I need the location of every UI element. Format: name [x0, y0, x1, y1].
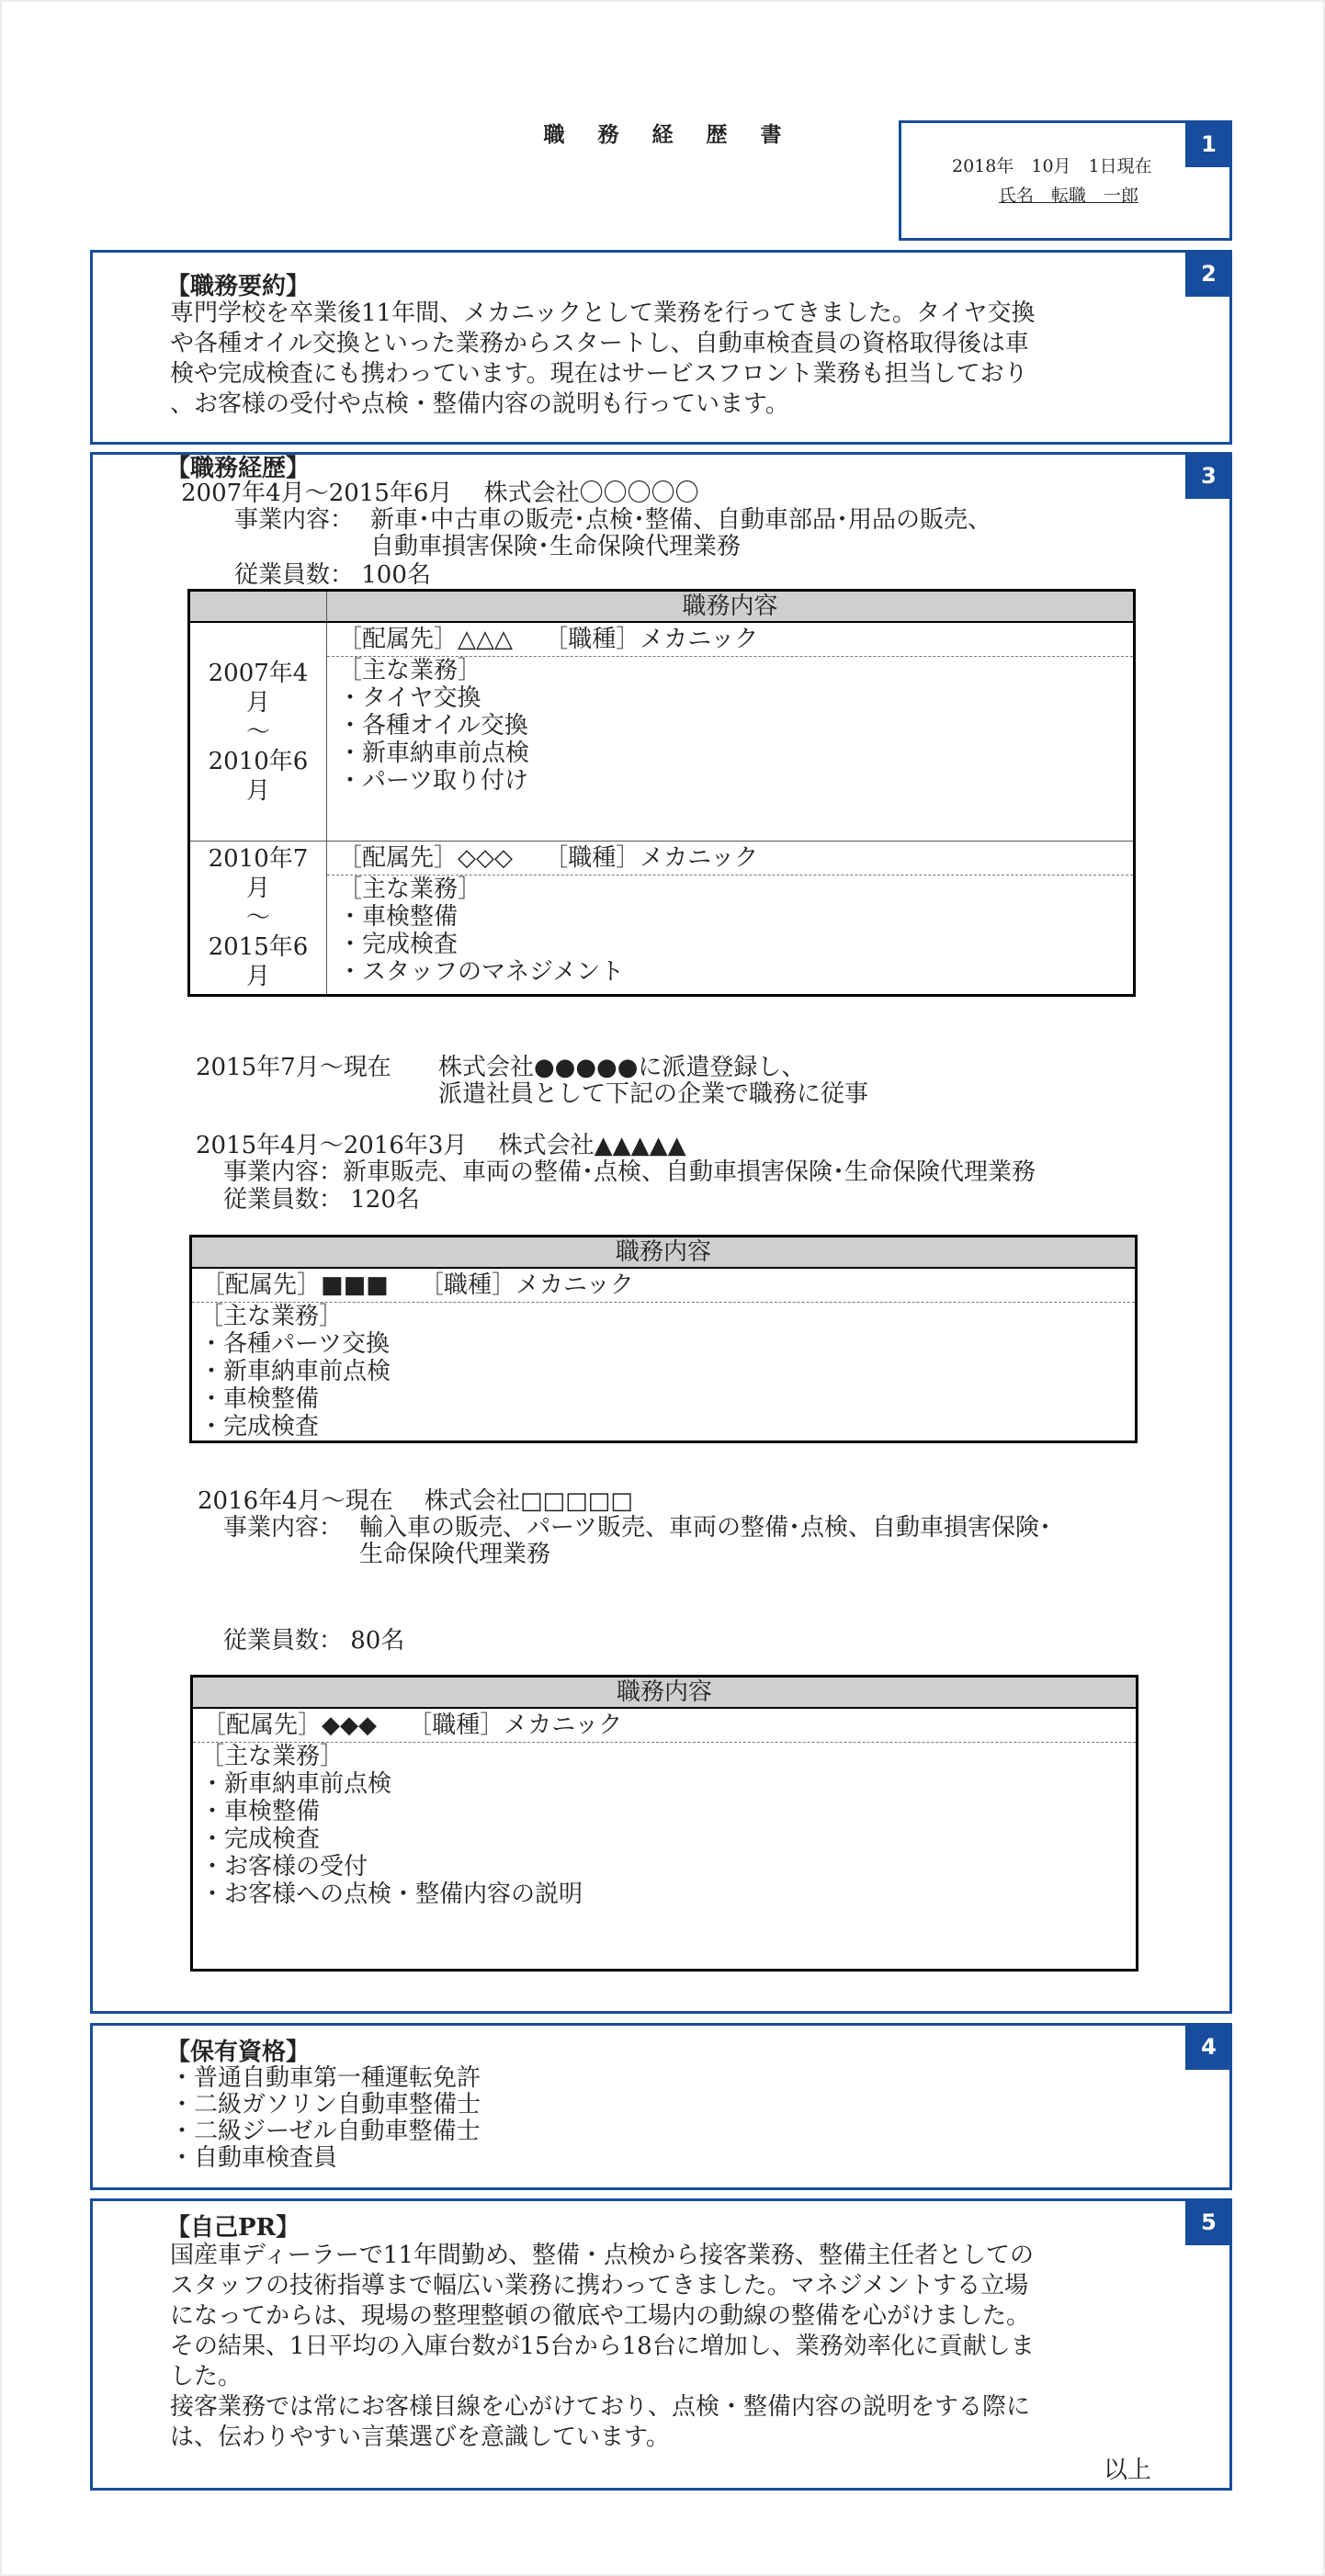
dept-line: ［配属先］◇◇◇ ［職種］メカニック — [327, 842, 1133, 876]
company3-business: 生命保険代理業務 — [359, 1541, 551, 1568]
company3-period: 2016年4月～現在 株式会社□□□□□ — [198, 1487, 633, 1515]
resume-page — [2, 2, 1323, 2574]
pr-line: 接客業務では常にお客様目線を心がけており、点検・整備内容の説明をする際に — [170, 2393, 1031, 2421]
section-badge-1: 1 — [1185, 120, 1232, 167]
duty-item: ・車検整備 — [200, 1798, 321, 1825]
duty-item: ・新車納車前点検 — [200, 1770, 392, 1798]
pr-line: は、伝わりやすい言葉選びを意識しています。 — [170, 2423, 670, 2451]
pr-line: 国産車ディーラーで11年間勤め、整備・点検から接客業務、整備主任者としての — [170, 2242, 1034, 2269]
date-cell — [189, 842, 327, 996]
summary-line: 、お客様の受付や点検・整備内容の説明も行っています。 — [170, 390, 789, 418]
date-from: 2010年7月 — [208, 845, 309, 902]
duties-cell — [192, 1708, 1138, 1971]
dispatch-period: 2015年7月～現在 — [196, 1054, 391, 1081]
date-cell — [189, 622, 327, 842]
duty-item: ・タイヤ交換 — [338, 684, 481, 712]
date-to: 2015年6月 — [208, 933, 309, 990]
table-header: 職務内容 — [327, 591, 1135, 623]
company2-table — [189, 1235, 1138, 1443]
duties-cell — [327, 842, 1135, 996]
dept-line: ［配属先］■■■ ［職種］メカニック — [192, 1269, 1135, 1303]
company1-business: 新車･中古車の販売･点検･整備、自動車部品･用品の販売、 — [370, 506, 992, 534]
duties-title: ［主な業務］ — [200, 1743, 345, 1770]
duty-item: ・完成検査 — [199, 1413, 320, 1441]
pr-line: その結果、1日平均の入庫台数が15台から18台に増加し、業務効率化に貢献しま — [170, 2333, 1035, 2360]
duties-title: ［主な業務］ — [338, 657, 482, 684]
pr-line: した。 — [170, 2363, 243, 2390]
summary-heading: 【職務要約】 — [166, 273, 311, 300]
date-from: 2007年4月 — [208, 659, 309, 717]
duty-item: ・完成検査 — [200, 1825, 321, 1853]
qualifications-heading: 【保有資格】 — [166, 2039, 311, 2066]
table-header: 職務内容 — [191, 1237, 1137, 1269]
summary-line: や各種オイル交換といった業務からスタートし、自動車検査員の資格取得後は車 — [170, 330, 1029, 357]
summary-text — [170, 299, 1036, 420]
duty-item: ・お客様への点検・整備内容の説明 — [200, 1881, 583, 1908]
company1-table — [187, 589, 1136, 997]
dept-line: ［配属先］△△△ ［職種］メカニック — [327, 623, 1133, 657]
duties-cell — [327, 622, 1135, 842]
duty-item: ・お客様の受付 — [200, 1853, 368, 1881]
dept-line: ［配属先］◆◆◆ ［職種］メカニック — [193, 1709, 1136, 1743]
header-name: 氏名 転職 一郎 — [999, 186, 1139, 206]
company3-business-label: 事業内容： — [223, 1514, 344, 1542]
summary-line: 専門学校を卒業後11年間、メカニックとして業務を行ってきました。タイヤ交換 — [170, 299, 1036, 327]
section-badge-3: 3 — [1185, 452, 1232, 499]
company3-table — [190, 1675, 1138, 1972]
section-badge-2: 2 — [1185, 250, 1232, 297]
section-badge-5: 5 — [1185, 2198, 1232, 2245]
table-header: 職務内容 — [192, 1677, 1138, 1709]
duty-item: ・完成検査 — [338, 931, 459, 958]
company2-employees: 従業員数： 120名 — [223, 1186, 420, 1214]
duties-cell — [191, 1268, 1137, 1442]
date-to: 2010年6月 — [208, 747, 309, 805]
company2-business: 事業内容：新車販売、車両の整備･点検、自動車損害保険･生命保険代理業務 — [223, 1158, 1036, 1186]
qualifications-list — [170, 2065, 481, 2172]
qualifications-section — [90, 2023, 1232, 2190]
section-badge-4: 4 — [1185, 2023, 1232, 2070]
date-tilde: ～ — [245, 717, 270, 746]
company1-business-label: 事業内容： — [234, 506, 355, 534]
career-heading: 【職務経歴】 — [166, 455, 311, 482]
qualification-item: ・二級ジーゼル自動車整備士 — [170, 2118, 481, 2145]
summary-line: 検や完成検査にも携わっています。現在はサービスフロント業務も担当しており — [170, 360, 1028, 388]
duties-title: ［主な業務］ — [199, 1303, 344, 1330]
pr-line: スタッフの技術指導まで幅広い業務に携わってきました。マネジメントする立場 — [170, 2272, 1029, 2299]
company3-employees: 従業員数： 80名 — [223, 1627, 405, 1655]
duty-item: ・各種パーツ交換 — [199, 1330, 390, 1358]
self-pr-section — [90, 2198, 1232, 2491]
header-date: 2018年 10月 1日現在 — [952, 156, 1152, 176]
duty-item: ・車検整備 — [338, 903, 459, 931]
duty-item: ・パーツ取り付け — [338, 767, 528, 795]
header-box — [899, 120, 1232, 241]
document-title: 職 務 経 歴 書 — [543, 122, 795, 147]
table-header-blank — [189, 591, 327, 623]
qualification-item: ・普通自動車第一種運転免許 — [170, 2064, 481, 2092]
qualification-item: ・自動車検査員 — [170, 2144, 338, 2172]
pr-line: になってからは、現場の整理整頓の徹底や工場内の動線の整備を心がけました。 — [170, 2302, 1031, 2330]
dispatch-line: 派遣社員として下記の企業で職務に従事 — [438, 1080, 869, 1108]
duties-title: ［主な業務］ — [338, 876, 482, 903]
dispatch-line: 株式会社●●●●●に派遣登録し、 — [438, 1054, 806, 1081]
company1-period: 2007年4月～2015年6月 株式会社〇〇〇〇〇 — [181, 480, 699, 507]
duty-item: ・各種オイル交換 — [338, 712, 528, 740]
duty-item: ・スタッフのマネジメント — [338, 958, 625, 986]
pr-heading: 【自己PR】 — [166, 2214, 300, 2242]
date-tilde: ～ — [245, 904, 270, 932]
pr-text — [170, 2241, 1035, 2453]
duty-item: ・新車納車前点検 — [338, 740, 530, 767]
duty-item: ・新車納車前点検 — [199, 1358, 391, 1385]
summary-section — [90, 250, 1232, 445]
company1-employees: 従業員数： 100名 — [234, 561, 431, 589]
company2-period: 2015年4月～2016年3月 株式会社▲▲▲▲▲ — [196, 1132, 686, 1159]
closing-text: 以上 — [1104, 2457, 1152, 2484]
company3-business: 輸入車の販売、パーツ販売、車両の整備･点検、自動車損害保険･ — [359, 1514, 1051, 1542]
duty-item: ・車検整備 — [199, 1385, 320, 1413]
qualification-item: ・二級ガソリン自動車整備士 — [170, 2091, 481, 2118]
career-section — [90, 452, 1232, 2014]
company1-business: 自動車損害保険･生命保険代理業務 — [370, 533, 742, 560]
